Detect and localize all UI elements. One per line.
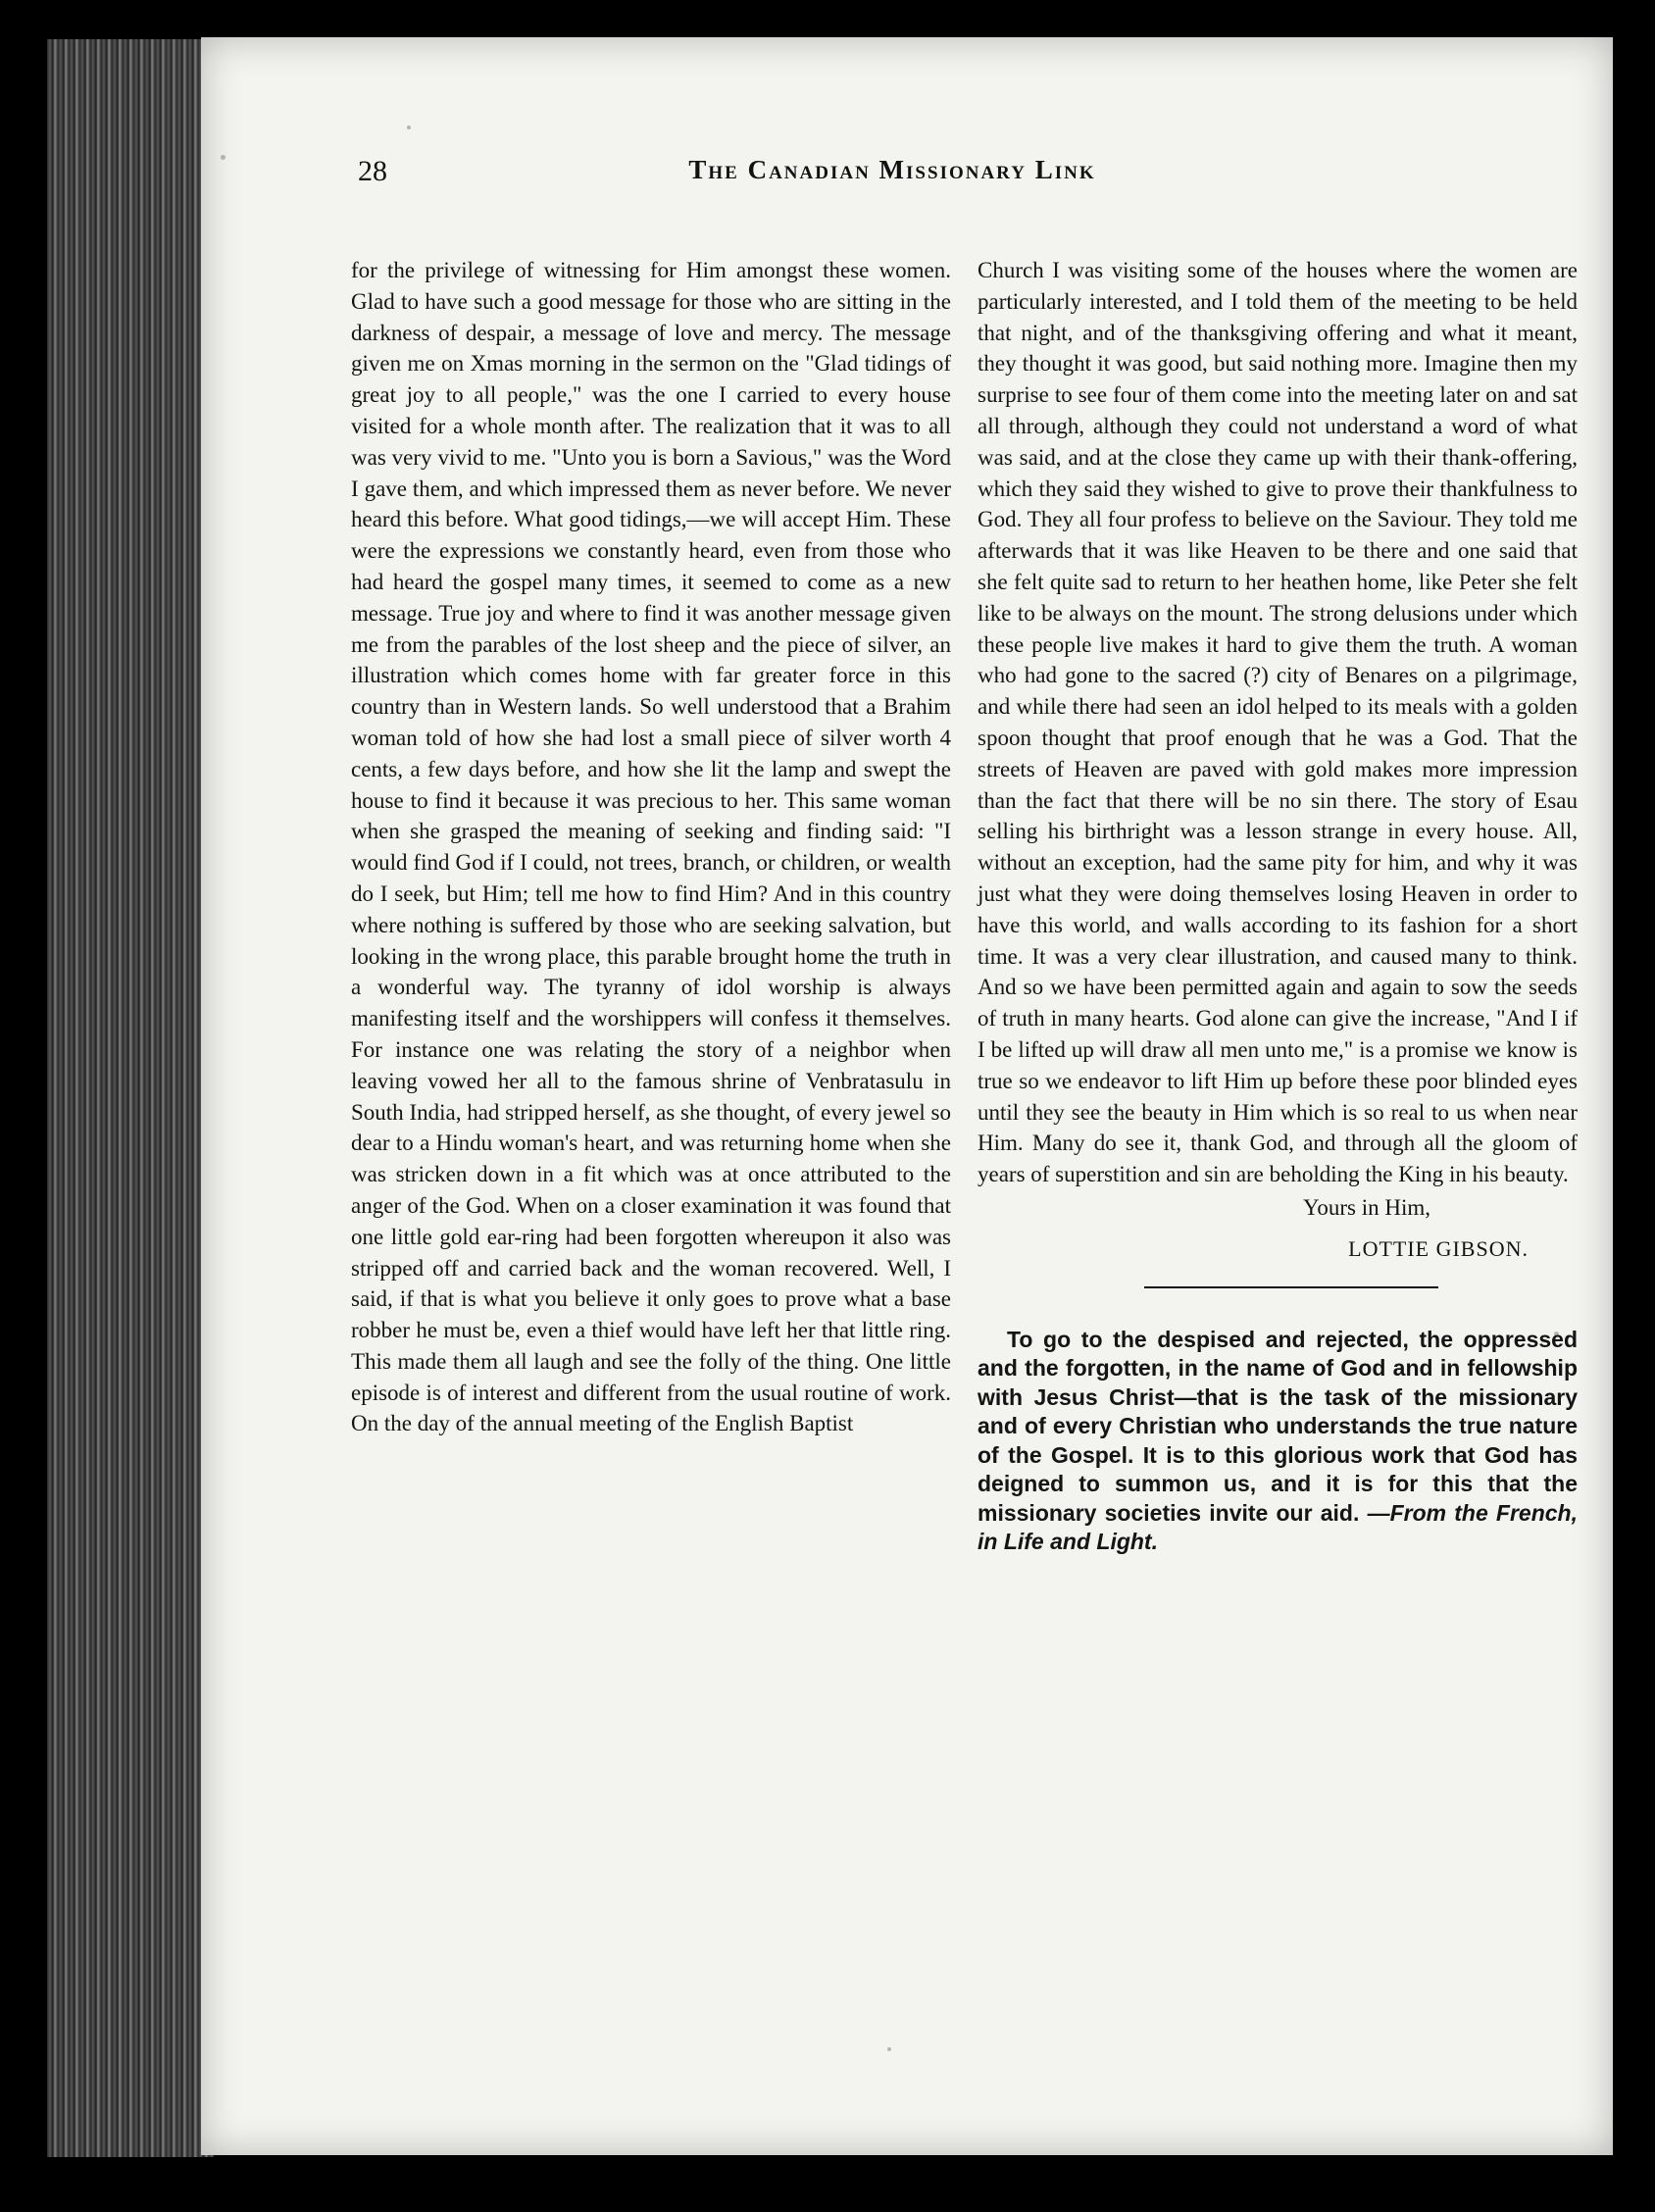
page-number: 28 xyxy=(358,155,387,187)
letter-closing: Yours in Him, xyxy=(1303,1194,1430,1220)
letter-signature: LOTTIE GIBSON. xyxy=(1348,1235,1529,1261)
quote-text: To go to the despised and rejected, the oppressed and the forgotten, in the name of God and in fellowship with Jesus Christ—that is the task of the missionary and of every Christian who understands the true nature of the Gospel. It is to this glorious work that God has deigned to summon us, and it is for this that the missionary societies invite our aid. xyxy=(978,1326,1578,1526)
page-sheet xyxy=(201,37,1613,2155)
right-column xyxy=(978,255,1578,1557)
quote-source: —From the French, in Life and Light. xyxy=(978,1499,1578,1554)
running-title: The Canadian Missionary Link xyxy=(688,155,1096,184)
right-column-text: Church I was visiting some of the houses where the women are particularly interested, and I told them of the meeting to be held that night, and of the thanksgiving offering and what it meant, they thought it was good, but said nothing more. Imagine then my surprise to see four of them come into the meeting later on and sat all through, although they could not understand a word of what was said, and at the close they came up with their thank-offering, which they said they wished to give to prove their thankfulness to God. They all four profess to believe on the Saviour. They told me afterwards that it was like Heaven to be there and one said that she felt quite sad to return to her heathen home, like Peter she felt like to be always on the mount. The strong delusions under which these people live makes it hard to give them the truth. A woman who had gone to the sacred (?) city of Benares on a pilgrimage, and while there had seen an idol helped to its meals with a golden spoon thought that proof enough that he was a God. That the streets of Heaven are paved with gold makes more impression than the fact that there will be no sin there. The story of Esau selling his birthright was a lesson strange in every house. All, without an exception, had the same pity for him, and why it was just what they were doing themselves losing Heaven in order to have this world, and walls according to its fashion for a short time. It was a very clear illustration, and caused many to think. And so we have been permitted again and again to sow the seeds of truth in many hearts. God alone can give the increase, "And I if I be lifted up will draw all men unto me," is a promise we know is true so we endeavor to lift Him up before these poor blinded eyes until they see the beauty in Him which is so real to us when near Him. Many do see it, thank God, and through all the gloom of years of superstition and sin are beholding the King in his beauty. xyxy=(978,258,1578,1187)
book-binding-edge xyxy=(47,39,214,2157)
page-header xyxy=(358,155,1427,214)
left-column xyxy=(351,255,951,1439)
quote-block xyxy=(978,1326,1578,1557)
section-divider xyxy=(1144,1286,1438,1288)
left-column-text: for the privilege of witnessing for Him amongst these women. Glad to have such a good message for those who are sitting in the darkness of despair, a message of love and mercy. The message given me on Xmas morning in the sermon on the "Glad tidings of great joy to all people," was the one I carried to every house visited for a whole month after. The realization that it was to all was very vivid to me. "Unto you is born a Savious," was the Word I gave them, and which impressed them as never before. We never heard this before. What good tidings,—we will accept Him. These were the expressions we constantly heard, even from those who had heard the gospel many times, it seemed to come as a new message. True joy and where to find it was another message given me from the parables of the lost sheep and the piece of silver, an illustration which comes home with far greater force in this country than in Western lands. So well understood that a Brahim woman told of how she had lost a small piece of silver worth 4 cents, a few days before, and how she lit the lamp and swept the house to find it because it was precious to her. This same woman when she grasped the meaning of seeking and finding said: "I would find God if I could, not trees, branch, or children, or wealth do I seek, but Him; tell me how to find Him? And in this country where nothing is suffered by those who are seeking salvation, but looking in the wrong place, this parable brought home the truth in a wonderful way. The tyranny of idol worship is always manifesting itself and the worshippers will confess it themselves. For instance one was relating the story of a neighbor when leaving vowed her all to the famous shrine of Venbratasulu in South India, had stripped herself, as she thought, of every jewel so dear to a Hindu woman's heart, and was returning home when she was stricken down in a fit which was at once attributed to the anger of the God. When on a closer examination it was found that one little gold ear-ring had been forgotten whereupon it also was stripped off and carried back and the woman recovered. Well, I said, if that is what you believe it only goes to prove what a base robber he must be, even a thief would have left her that little ring. This made them all laugh and see the folly of the thing. One little episode is of interest and different from the usual routine of work. On the day of the annual meeting of the English Baptist xyxy=(351,258,951,1436)
